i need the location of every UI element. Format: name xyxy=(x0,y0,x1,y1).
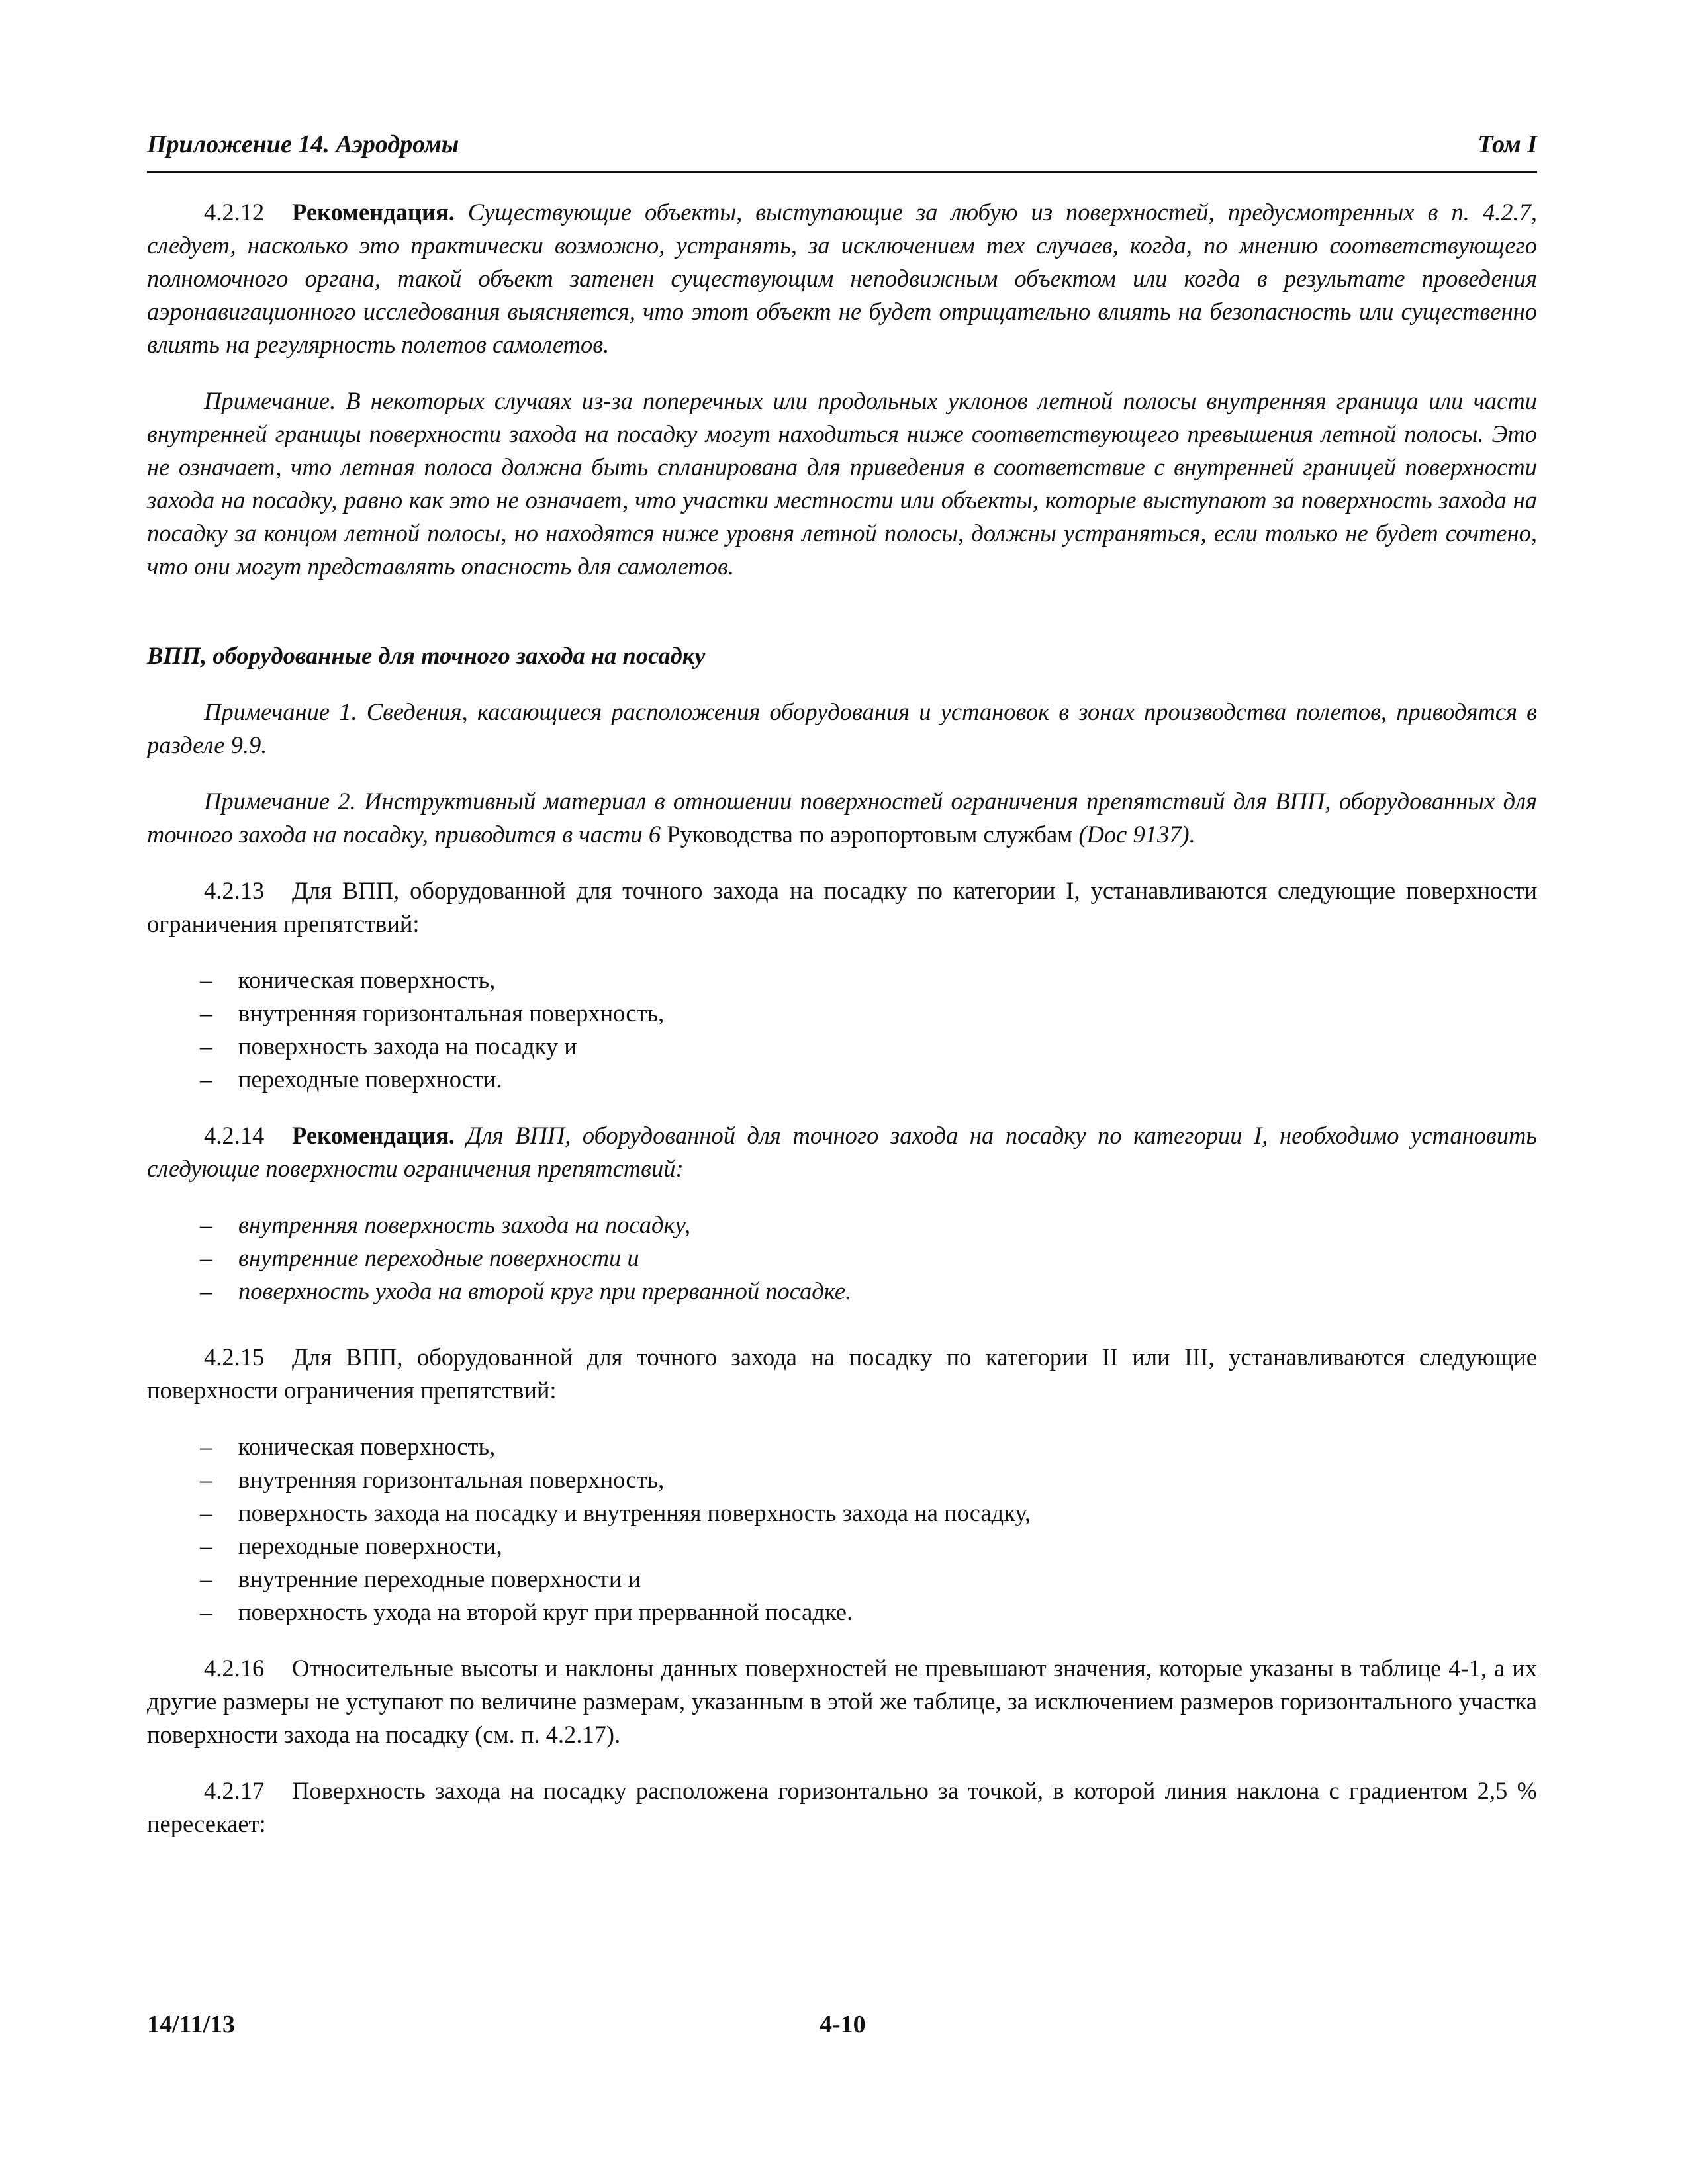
list-item: – переходные поверхности. xyxy=(147,1063,1537,1096)
footer-date: 14/11/13 xyxy=(147,2011,236,2038)
header-rule xyxy=(147,171,1537,173)
paragraph-text: Для ВПП, оборудованной для точного захода на посадку по категории II или III, устанавливаются следующие поверхности ограничения препятствий: xyxy=(147,1343,1537,1404)
list-4-2-15 xyxy=(147,1430,1537,1629)
paragraph-text: Относительные высоты и наклоны данных поверхностей не превышают значения, которые указаны в таблице 4-1, а их другие размеры не уступают по величине размерам, указанным в этой же таблице, за исключением размеров горизонтального участка поверхности захода на посадку (см. п. 4.2.17). xyxy=(147,1655,1537,1748)
section-heading: ВПП, оборудованные для точного захода на посадку xyxy=(147,642,706,669)
list-item: – переходные поверхности, xyxy=(147,1529,1537,1563)
paragraph-text: Существующие объекты, выступающие за любую из поверхностей, предусмотренных в п. 4.2.7, следует, насколько это практически возможно, устранять, за исключением тех случаев, когда, по мнению соответствующего полномочного органа, такой объект затенен существующим неподвижным объектом или когда в результате проведения аэронавигационного исследования выясняется, что этот объект не будет отрицательно влиять на безопасность или существенно влиять на регулярность полетов самолетов. xyxy=(147,199,1538,358)
paragraph-text: Для ВПП, оборудованной для точного захода на посадку по категории I, устанавливаются следующие поверхности ограничения препятствий: xyxy=(147,877,1537,937)
paragraph-4-2-14 xyxy=(147,1119,1537,1185)
note-2-text: Примечание 2. Инструктивный материал в отношении поверхностей ограничения препятствий для ВПП, оборудованных для точного захода на посадку, приводится в части 6 xyxy=(147,788,1537,848)
note-2 xyxy=(147,785,1537,851)
paragraph-text: Поверхность захода на посадку расположена горизонтально за точкой, в которой линия наклона с градиентом 2,5 % пересекает: xyxy=(147,1777,1537,1837)
footer-page-number: 4-10 xyxy=(820,2011,866,2038)
dash-glyph: – xyxy=(200,999,212,1026)
note-2-doc-ref: (Doc 9137). xyxy=(1078,821,1196,848)
dash-glyph: – xyxy=(200,1032,212,1060)
note-2-doc-title: Руководства по аэропортовым службам xyxy=(667,821,1073,848)
paragraph-number: 4.2.17 xyxy=(204,1777,265,1804)
paragraph-4-2-12 xyxy=(147,196,1537,361)
list-item: – поверхность ухода на второй круг при прерванной посадке. xyxy=(147,1275,1537,1308)
dash-glyph: – xyxy=(200,1532,212,1559)
dash-glyph: – xyxy=(200,1211,212,1238)
dash-glyph: – xyxy=(200,1244,212,1271)
dash-glyph: – xyxy=(200,1277,212,1304)
dash-glyph: – xyxy=(200,1433,212,1460)
note-main: Примечание. В некоторых случаях из-за поперечных или продольных уклонов летной полосы внутренняя граница или части внутренней границы поверхности захода на посадку могут находиться ниже соответствующего превышения летной полосы. Это не означает, что летная полоса должна быть спланирована для приведения в соответствие с внутренней границей поверхности захода на посадку, равно как это не означает, что участки местности или объекты, которые выступают за поверхность захода на посадку за концом летной полосы, но находятся ниже уровня летной полосы, должны устраняться, если только не будет сочтено, что они могут представлять опасность для самолетов. xyxy=(147,387,1537,580)
paragraph-number: 4.2.14 xyxy=(204,1122,265,1149)
list-item: – коническая поверхность, xyxy=(147,1430,1537,1463)
list-item: – внутренние переходные поверхности и xyxy=(147,1242,1537,1275)
list-item: – внутренняя горизонтальная поверхность, xyxy=(147,997,1537,1030)
list-item: – поверхность захода на посадку и xyxy=(147,1030,1537,1063)
dash-glyph: – xyxy=(200,1598,212,1625)
dash-glyph: – xyxy=(200,1466,212,1493)
list-item: – внутренняя горизонтальная поверхность, xyxy=(147,1463,1537,1496)
dash-glyph: – xyxy=(200,1499,212,1526)
list-item: – коническая поверхность, xyxy=(147,964,1537,997)
paragraph-number: 4.2.16 xyxy=(204,1655,265,1682)
list-4-2-14 xyxy=(147,1208,1537,1308)
list-4-2-13 xyxy=(147,964,1537,1096)
paragraph-number: 4.2.12 xyxy=(204,199,265,226)
paragraph-4-2-13 xyxy=(147,874,1537,940)
paragraph-4-2-17 xyxy=(147,1774,1537,1841)
paragraph-number: 4.2.15 xyxy=(204,1343,265,1371)
recommendation-label: Рекомендация. xyxy=(292,1122,455,1149)
paragraph-text: Для ВПП, оборудованной для точного захода на посадку по категории I, необходимо установить следующие поверхности ограничения препятствий: xyxy=(147,1122,1537,1182)
note-1: Примечание 1. Сведения, касающиеся расположения оборудования и установок в зонах производства полетов, приводятся в разделе 9.9. xyxy=(147,698,1537,758)
document-body xyxy=(147,196,1537,1841)
dash-glyph: – xyxy=(200,1565,212,1592)
paragraph-4-2-15 xyxy=(147,1341,1537,1407)
list-item: – поверхность ухода на второй круг при прерванной посадке. xyxy=(147,1596,1537,1629)
list-item: – внутренняя поверхность захода на посадку, xyxy=(147,1208,1537,1242)
list-item: – внутренние переходные поверхности и xyxy=(147,1563,1537,1596)
paragraph-number: 4.2.13 xyxy=(204,877,265,904)
list-item: – поверхность захода на посадку и внутренняя поверхность захода на посадку, xyxy=(147,1496,1537,1529)
header-volume: Том I xyxy=(1477,130,1537,158)
dash-glyph: – xyxy=(200,1066,212,1093)
paragraph-4-2-16 xyxy=(147,1652,1537,1751)
dash-glyph: – xyxy=(200,966,212,993)
recommendation-label: Рекомендация. xyxy=(292,199,455,226)
header-title: Приложение 14. Аэродромы xyxy=(147,130,459,158)
